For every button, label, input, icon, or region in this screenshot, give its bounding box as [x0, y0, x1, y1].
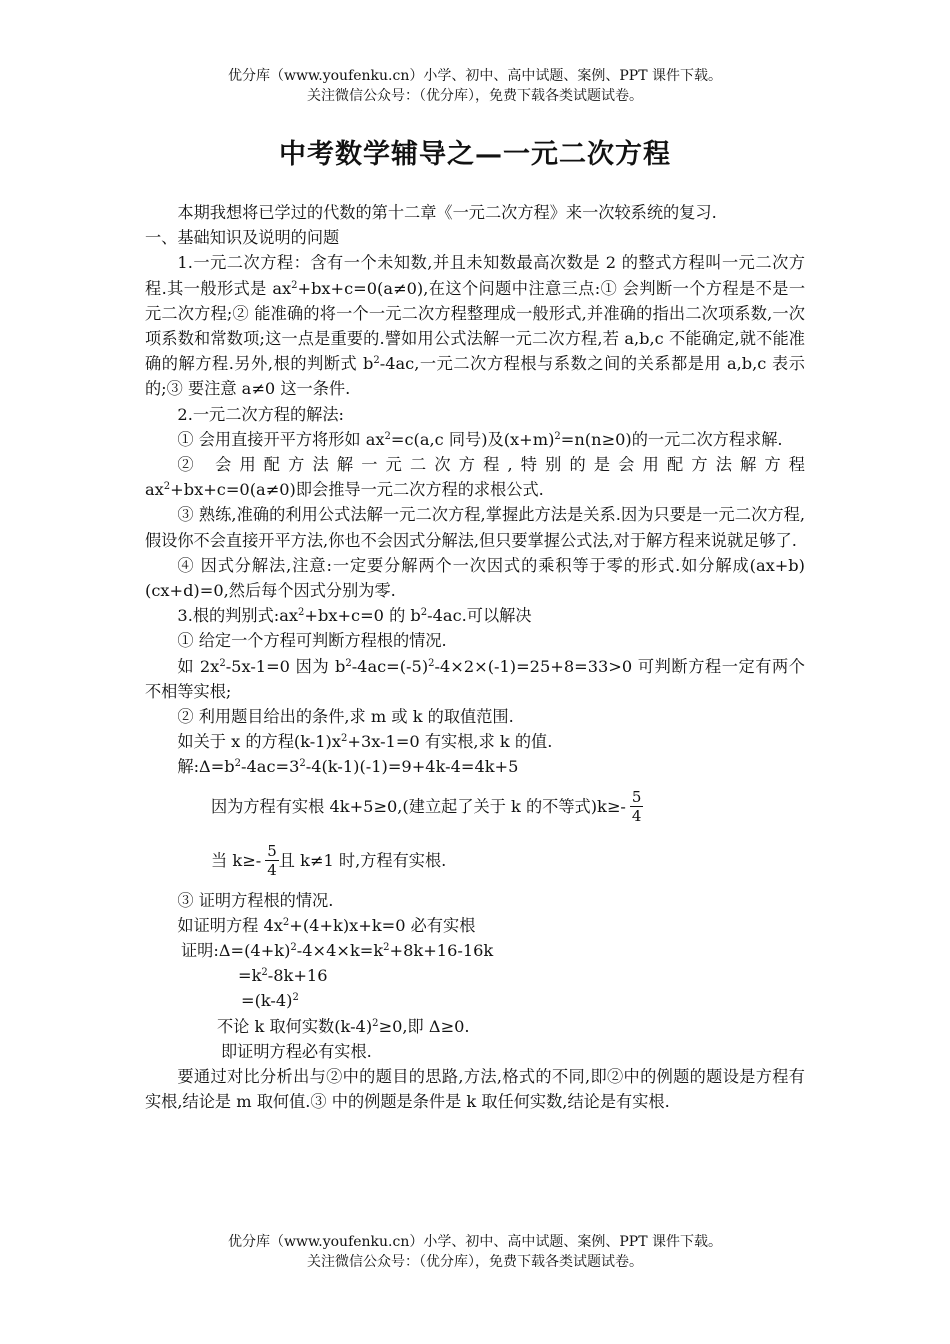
- use-3-heading: ③ 证明方程根的情况.: [177, 890, 334, 910]
- page-footer: [0, 1232, 950, 1272]
- use-3-example: 如证明方程 $4x^2+(4+k)x+k=0$ 必有实根: [177, 915, 476, 935]
- discriminant-heading: 3.根的判别式$:ax^2+bx+c=0$ 的 $b^2-4ac$.可以解决: [177, 606, 532, 626]
- section-heading: 一、基础知识及说明的问题: [145, 228, 340, 248]
- methods-heading: 2.一元二次方程的解法:: [177, 404, 344, 424]
- fraction-five-quarters: $\frac{5}{4}$: [267, 842, 277, 880]
- page-header: [0, 66, 950, 106]
- intro-paragraph: 本期我想将已学过的代数的第十二章《一元二次方程》来一次较系统的复习.: [177, 203, 717, 222]
- proof-line-2: $=k^2-8k+16$: [238, 966, 328, 986]
- footer-line-2: 关注微信公众号：（优分库），免费下载各类试题试卷。: [307, 1254, 643, 1270]
- document-title: 中考数学辅导之—一元二次方程: [279, 139, 671, 170]
- use-2-heading: ② 利用题目给出的条件,求 m 或 k 的取值范围.: [177, 707, 514, 727]
- proof-line-4: 不论 k 取何实数$(k-4)^2\ge 0$,即 Δ≥0.: [217, 1016, 470, 1036]
- header-line-1: 优分库（www.youfenku.cn）小学、初中、高中试题、案例、PPT 课件下载。: [227, 68, 722, 84]
- method-1-paragraph: ① 会用直接开平方将形如 $ax^2=c(a,c$ 同号)及$(x+m)^2=n(n\ge 0)$的一元二次方程求解.: [177, 429, 783, 449]
- method-4-paragraph: ④ 因式分解法,注意:一定要分解两个一次因式的乘积等于零的形式.如分解成(ax+b)(cx+d)=0,然后每个因式分别为零.: [145, 555, 805, 601]
- footer-line-1: 优分库（www.youfenku.cn）小学、初中、高中试题、案例、PPT 课件下载。: [227, 1234, 722, 1250]
- condition-line: 当 k≥- $\frac{5}{4}$ 且 k≠1 时,方程有实根.: [211, 842, 447, 880]
- summary-paragraph: 要通过对比分析出与②中的题目的思路,方法,格式的不同,即②中的例题的题设是方程有实根,结论是 m 取何值.③ 中的例题是条件是 k 取任何实数,结论是有实根.: [145, 1067, 805, 1112]
- definition-paragraph: 1.一元二次方程：含有一个未知数,并且未知数最高次数是 2 的整式方程叫一元二次方程.其一般形式是 $ax^2+bx+c=0(a\ne 0)$,在这个问题中注意三点:① 会判断一个方程是不是一元二次方程;② 能准确的将一个一元二次方程整理成一般形式,并准确的指出二次项系数,一次项系数和常数项;这一点是重要的.譬如用公式法解一元二次方程,若 a,b,c 不能确定,就不能准确的解方程.另外,根的判断式 $b^2-4ac$,一元二次方程根与系数之间的关系都是用 a,b,c 表示的;③ 要注意 a≠0 这一条件.: [145, 253, 806, 399]
- document-body: [145, 200, 805, 1115]
- use-2-example: 如关于 x 的方程$(k-1)x^2+3x-1=0$ 有实根,求 k 的值.: [177, 732, 553, 752]
- use-1-example: 如 $2x^2-5x-1=0$ 因为 $b^2-4ac=(-5)^2-4\times 2\times(-1)=25+8=33>0$ 可判断方程一定有两个不相等实根;: [145, 656, 805, 701]
- header-line-2: 关注微信公众号：（优分库），免费下载各类试题试卷。: [307, 88, 643, 104]
- use-2-solution: 解$:\Delta=b^2-4ac=3^2-4(k-1)(-1)=9+4k-4=4k+5$: [177, 757, 519, 777]
- proof-line-1: 证明$:\Delta=(4+k)^2-4\times 4\times k=k^2+8k+16-16k$: [181, 941, 494, 961]
- proof-line-3: $=(k-4)^2$: [241, 991, 299, 1011]
- use-1-heading: ① 给定一个方程可判断方程根的情况.: [177, 631, 447, 651]
- inequality-line: 因为方程有实根 4k+5≥0,(建立起了关于 k 的不等式)k≥- $\frac{5}{4}$: [211, 788, 642, 826]
- method-2-line-1: ② 会用配方法解一元二次方程,特别的是会用配方法解方程: [177, 455, 805, 475]
- method-3-paragraph: ③ 熟练,准确的利用公式法解一元二次方程,掌握此方法是关系.因为只要是一元二次方程,假设你不会直接开平方法,你也不会因式分解法,但只要掌握公式法,对于解方程来说就足够了.: [145, 505, 805, 550]
- fraction-five-quarters: $\frac{5}{4}$: [631, 788, 642, 826]
- method-2-line-2: $ax^2+bx+c=0(a\ne 0)$即会推导一元二次方程的求根公式.: [145, 480, 544, 500]
- proof-conclusion: 即证明方程必有实根.: [221, 1041, 372, 1061]
